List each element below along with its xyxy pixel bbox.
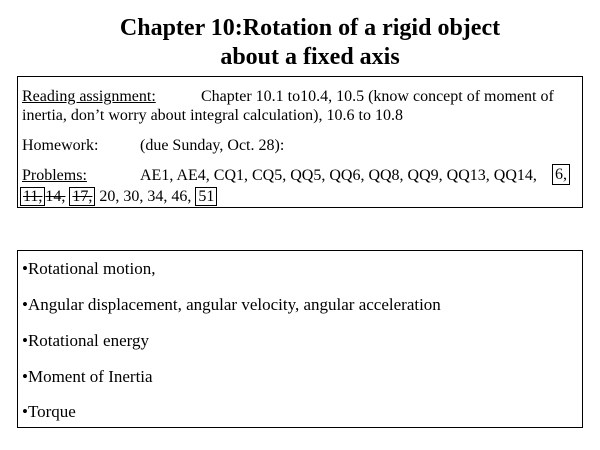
problems-label: Problems: <box>22 167 87 184</box>
problems-line-2 <box>20 187 217 206</box>
topic-item: •Angular displacement, angular velocity, angular acceleration <box>22 295 441 314</box>
assignment-box <box>17 76 583 208</box>
topic-item: •Rotational energy <box>22 331 149 350</box>
problems-line-1: AE1, AE4, CQ1, CQ5, QQ5, QQ6, QQ8, QQ9, QQ13, QQ14, <box>140 167 537 184</box>
topic-item: •Torque <box>22 402 76 421</box>
reading-label: Reading assignment: <box>22 88 156 105</box>
homework-label: Homework: <box>22 137 99 154</box>
reading-line-1: Chapter 10.1 to10.4, 10.5 (know concept of moment of <box>201 88 554 105</box>
problem-14-struck: 14, <box>45 188 66 205</box>
problems-rest: 20, 30, 34, 46, <box>99 188 192 205</box>
homework-due: (due Sunday, Oct. 28): <box>140 137 285 154</box>
problem-6-boxed: 6, <box>552 164 570 185</box>
problem-17-boxed: 17, <box>69 187 95 206</box>
reading-line-2: inertia, don’t worry about integral calculation), 10.6 to 10.8 <box>22 107 403 124</box>
topic-item: •Rotational motion, <box>22 259 156 278</box>
title-line-1: Chapter 10:Rotation of a rigid object <box>119 15 501 41</box>
topics-box <box>17 250 583 428</box>
problem-51-boxed: 51 <box>195 187 217 206</box>
chapter-title <box>0 14 600 72</box>
problem-11-boxed: 11, <box>20 187 45 206</box>
title-line-2: about a fixed axis <box>220 44 400 70</box>
topic-item: •Moment of Inertia <box>22 367 153 386</box>
